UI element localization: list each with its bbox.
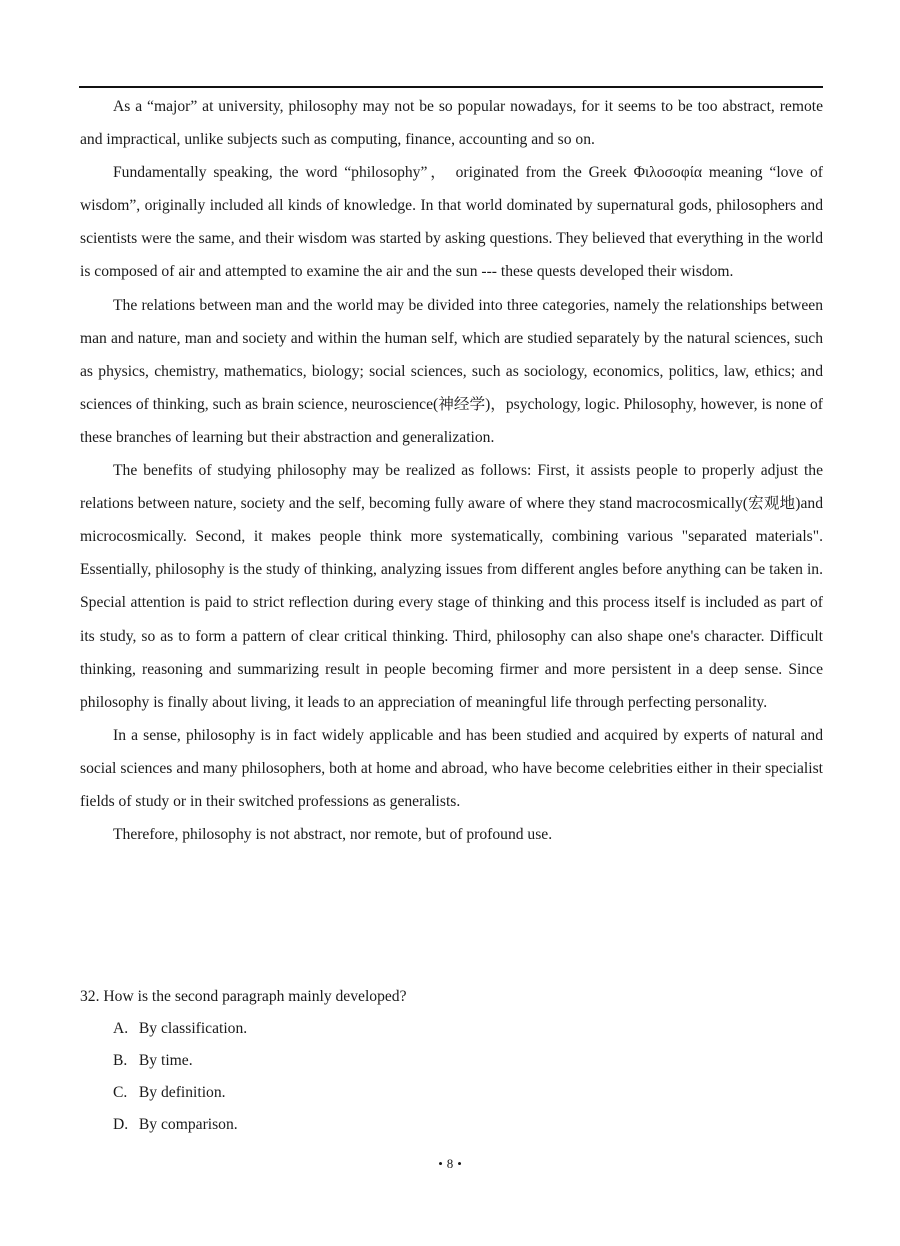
paragraph-2: Fundamentally speaking, the word “philosophy”， originated from the Greek Φιλοσοφία meaning “love of wisdom”, originally included all kinds of knowledge. In that world dominated by supernatural gods, philosophers and scientists were the same, and their wisdom was started by asking questions. They believed that everything in the world is composed of air and attempted to examine the air and the sun --- these quests developed their wisdom.: [80, 164, 823, 281]
answer-options: [80, 1013, 823, 1141]
reading-passage: [80, 90, 823, 851]
option-a: [80, 1013, 823, 1045]
paragraph-4: The benefits of studying philosophy may be realized as follows: First, it assists people to properly adjust the relations between nature, society and the self, becoming fully aware of where they stand macrocosmically(宏观地)and microcosmically. Second, it makes people think more systematically, combining various "separated materials". Essentially, philosophy is the study of thinking, analyzing issues from different angles before anything can be taken in. Special attention is paid to strict reflection during every stage of thinking and this process itself is included as part of its study, so as to form a pattern of clear critical thinking. Third, philosophy can also shape one's character. Difficult thinking, reasoning and summarizing result in people becoming firmer and more persistent in a deep sense. Since philosophy is finally about living, it leads to an appreciation of meaningful life through perfecting personality.: [80, 462, 823, 711]
option-letter: C.: [113, 1084, 128, 1101]
question-number: 32.: [80, 988, 100, 1005]
question-32: [80, 981, 823, 1141]
option-text: By time.: [138, 1052, 193, 1069]
page-number: [0, 1156, 900, 1172]
paragraph-3: The relations between man and the world may be divided into three categories, namely the relationships between man and nature, man and society and within the human self, which are studied separately by the natural sciences, such as physics, chemistry, mathematics, biology; social sciences, such as sociology, economics, politics, law, ethics; and sciences of thinking, such as brain science, neuroscience(神经学)，psychology, logic. Philosophy, however, is none of these branches of learning but their abstraction and generalization.: [80, 296, 823, 446]
bullet-left: •: [438, 1156, 443, 1171]
top-rule: [79, 86, 823, 88]
paragraph-1: As a “major” at university, philosophy may not be so popular nowadays, for it seems to be too abstract, remote and impractical, unlike subjects such as computing, finance, accounting and so on.: [80, 98, 823, 149]
page-number-value: 8: [446, 1156, 454, 1171]
option-text: By comparison.: [138, 1116, 238, 1133]
option-letter: A.: [113, 1020, 129, 1037]
question-text: How is the second paragraph mainly developed?: [103, 988, 407, 1005]
paragraph-5: In a sense, philosophy is in fact widely applicable and has been studied and acquired by experts of natural and social sciences and many philosophers, both at home and abroad, who have become celebrities either in their specialist fields of study or in their switched professions as generalists.: [80, 726, 823, 810]
option-text: By definition.: [138, 1084, 226, 1101]
bullet-right: •: [457, 1156, 462, 1171]
option-b: [80, 1045, 823, 1077]
paragraph-6: Therefore, philosophy is not abstract, nor remote, but of profound use.: [113, 826, 553, 844]
option-c: [80, 1077, 823, 1109]
question-stem: [80, 981, 823, 1013]
option-text: By classification.: [138, 1020, 248, 1037]
option-letter: B.: [113, 1052, 128, 1069]
option-d: [80, 1109, 823, 1141]
option-letter: D.: [113, 1116, 129, 1133]
